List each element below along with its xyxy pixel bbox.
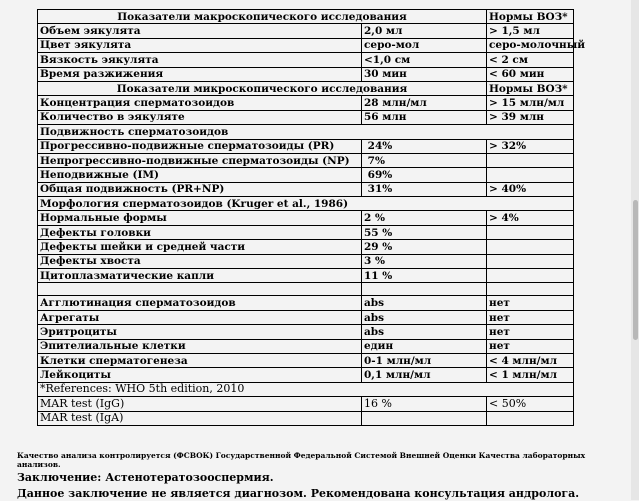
scrollbar[interactable] [631, 0, 639, 500]
param-value: 0-1 млн/мл [362, 353, 487, 367]
param-value: 0,1 млн/мл [362, 368, 487, 382]
param-norm: < 2 см [487, 53, 574, 67]
param-value: 7% [362, 153, 487, 167]
table-row [38, 225, 574, 239]
param-value: <1,0 см [362, 53, 487, 67]
motility-title: Подвижность сперматозоидов [38, 125, 574, 139]
param-value: abs [362, 296, 487, 310]
scrollbar-thumb[interactable] [633, 200, 638, 340]
table-row [38, 53, 574, 67]
param-name: Цвет эякулята [38, 38, 362, 52]
param-value: 24% [362, 139, 487, 153]
param-value: abs [362, 310, 487, 324]
param-name: Эритроциты [38, 325, 362, 339]
table-row [38, 397, 574, 411]
param-value: abs [362, 325, 487, 339]
conclusion: Заключение: Астенотератозооспермия. [17, 471, 274, 484]
table-row [38, 254, 574, 268]
quality-note: Качество анализа контролируется (ФСВОК) Государственной Федеральной Системой Внешней Оценки Качества лабораторных анализов. [17, 451, 586, 469]
param-name: Лейкоциты [38, 368, 362, 382]
micro-norms-header: Нормы ВОЗ* [487, 81, 574, 95]
param-name: Прогрессивно-подвижные сперматозоиды (PR) [38, 139, 362, 153]
param-norm [487, 225, 574, 239]
param-value: един [362, 339, 487, 353]
param-norm: < 4 млн/мл [487, 353, 574, 367]
param-norm [487, 411, 574, 425]
param-value: 28 млн/мл [362, 96, 487, 110]
micro-title: Показатели микроскопического исследования [38, 81, 487, 95]
table-row [38, 269, 574, 283]
macro-norms-header: Нормы ВОЗ* [487, 10, 574, 24]
table-row [38, 310, 574, 324]
param-name: Агрегаты [38, 310, 362, 324]
table-row [38, 110, 574, 124]
param-norm [487, 168, 574, 182]
param-norm: нет [487, 339, 574, 353]
table-row [38, 240, 574, 254]
param-name: Эпителиальные клетки [38, 339, 362, 353]
table-row [38, 353, 574, 367]
table-row [38, 368, 574, 382]
param-name: Вязкость эякулята [38, 53, 362, 67]
param-name: Непрогрессивно-подвижные сперматозоиды (NP) [38, 153, 362, 167]
param-name: Количество в эякуляте [38, 110, 362, 124]
param-norm: < 50% [487, 397, 574, 411]
param-name: MAR test (IgA) [38, 411, 362, 425]
references-note: *References: WHO 5th edition, 2010 [38, 382, 574, 396]
table-row [38, 296, 574, 310]
param-value: 16 % [362, 397, 487, 411]
disclaimer: Данное заключение не является диагнозом. Рекомендована консультация андролога. [17, 487, 580, 500]
table-row [38, 139, 574, 153]
param-name: Агглютинация сперматозоидов [38, 296, 362, 310]
report-footer [17, 451, 617, 501]
param-value: 2 % [362, 211, 487, 225]
macro-title: Показатели макроскопического исследования [38, 10, 487, 24]
param-value: 56 млн [362, 110, 487, 124]
param-name: Концентрация сперматозоидов [38, 96, 362, 110]
table-row [38, 67, 574, 81]
param-value: 69% [362, 168, 487, 182]
param-norm [487, 254, 574, 268]
param-value: 31% [362, 182, 487, 196]
param-norm [487, 240, 574, 254]
table-row [38, 339, 574, 353]
param-norm: < 60 мин [487, 67, 574, 81]
param-name: Неподвижные (IM) [38, 168, 362, 182]
table-row [38, 411, 574, 425]
table-row [38, 325, 574, 339]
spacer-cell [487, 283, 574, 296]
param-norm: нет [487, 325, 574, 339]
spacer-cell [362, 283, 487, 296]
param-value: 30 мин [362, 67, 487, 81]
param-name: Время разжижения [38, 67, 362, 81]
spacer-row [38, 283, 574, 296]
spacer-cell [38, 283, 362, 296]
table-row [38, 96, 574, 110]
param-value [362, 411, 487, 425]
param-norm: < 1 млн/мл [487, 368, 574, 382]
param-norm: нет [487, 296, 574, 310]
table-row [38, 153, 574, 167]
param-norm [487, 269, 574, 283]
table-row [38, 24, 574, 38]
table-row [38, 211, 574, 225]
references-row [38, 382, 574, 396]
param-value: 11 % [362, 269, 487, 283]
param-name: Общая подвижность (PR+NP) [38, 182, 362, 196]
param-norm: > 15 млн/мл [487, 96, 574, 110]
param-norm: серо-молочный [487, 38, 574, 52]
param-norm: > 39 млн [487, 110, 574, 124]
param-norm [487, 153, 574, 167]
param-value: 29 % [362, 240, 487, 254]
param-name: Дефекты шейки и средней части [38, 240, 362, 254]
param-value: 2,0 мл [362, 24, 487, 38]
motility-section-row [38, 125, 574, 139]
morphology-title: Морфология сперматозоидов (Kruger et al., 1986) [38, 197, 574, 211]
param-norm: > 1,5 мл [487, 24, 574, 38]
table-row [38, 168, 574, 182]
param-name: Дефекты головки [38, 225, 362, 239]
macro-header-row [38, 10, 574, 24]
semen-analysis-table [37, 9, 586, 426]
param-name: Нормальные формы [38, 211, 362, 225]
table-row [38, 38, 574, 52]
param-name: Дефекты хвоста [38, 254, 362, 268]
param-value: 3 % [362, 254, 487, 268]
morphology-section-row [38, 197, 574, 211]
param-name: Клетки сперматогенеза [38, 353, 362, 367]
param-norm: нет [487, 310, 574, 324]
param-norm: > 40% [487, 182, 574, 196]
param-value: серо-мол [362, 38, 487, 52]
param-norm: > 32% [487, 139, 574, 153]
param-name: Объем эякулята [38, 24, 362, 38]
param-name: MAR test (IgG) [38, 397, 362, 411]
param-name: Цитоплазматические капли [38, 269, 362, 283]
param-norm: > 4% [487, 211, 574, 225]
micro-header-row [38, 81, 574, 95]
table-row [38, 182, 574, 196]
param-value: 55 % [362, 225, 487, 239]
